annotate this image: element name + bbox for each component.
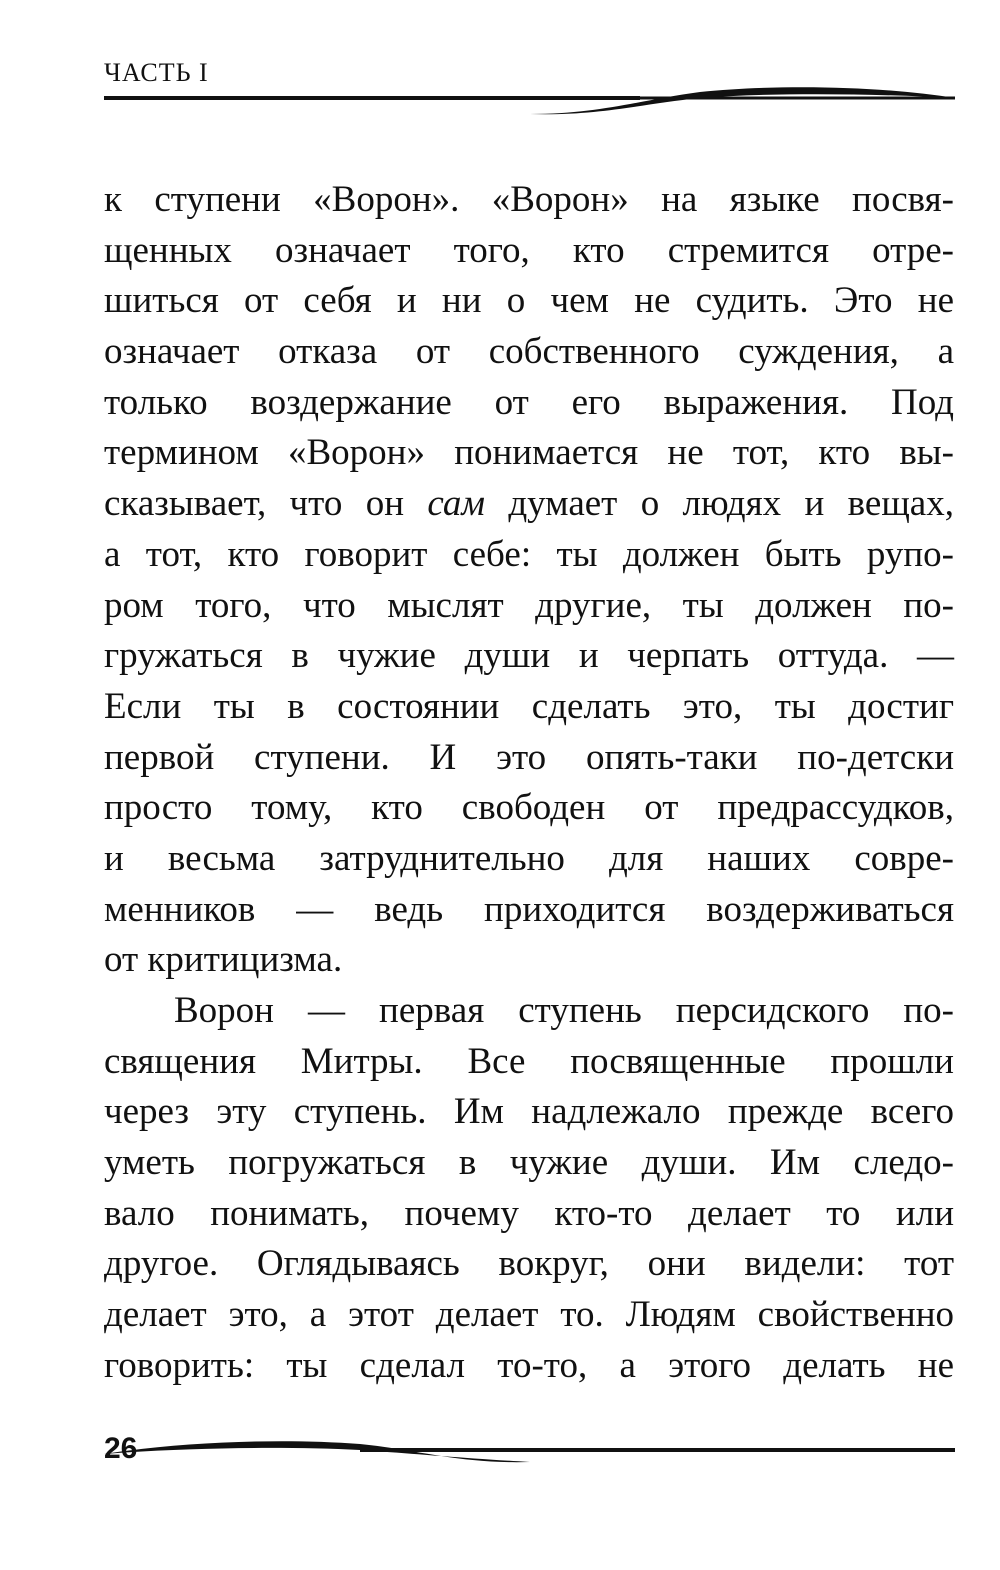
text-line: Если ты в состоянии сделать это, ты достиг [104,685,954,727]
text-line: ром того, что мыслят другие, ты должен по- [104,584,954,626]
text-line: священия Митры. Все посвященные прошли [104,1040,954,1082]
text-line: сказывает, что он сам думает о людях и вещах, [104,483,954,525]
header-ornament-rule [0,78,1000,128]
body-text [104,175,954,1392]
text-line: к ступени «Ворон». «Ворон» на языке посвя- [104,179,954,220]
text-line: вало понимать, почему кто-то делает то или [104,1192,954,1234]
text-line: уметь погружаться в чужие души. Им следо- [104,1142,954,1184]
footer-ornament-rule [0,1428,1000,1478]
text-line: говорить: ты сделал то-то, а этого делать не [104,1344,954,1386]
text-line: гружаться в чужие души и черпать оттуда. — [104,635,954,677]
paragraph-first-line: Ворон — первая ступень персидского по- [174,990,954,1031]
text-line: менников — ведь приходится воздерживаться [104,888,954,930]
text-line: термином «Ворон» понимается не тот, кто вы- [104,432,954,474]
text-line: и весьма затруднительно для наших совре- [104,837,954,879]
text-line: первой ступени. И это опять-таки по-детски [104,736,954,778]
text-line: шиться от себя и ни о чем не судить. Это не [104,280,954,322]
text-line: делает это, а этот делает то. Людям свойственно [104,1294,954,1336]
text-line: другое. Оглядываясь вокруг, они видели: тот [104,1243,954,1285]
text-line: от критицизма. [104,939,343,981]
text-line: просто тому, кто свободен от предрассудков, [104,787,954,829]
text-line: только воздержание от его выражения. Под [104,381,954,423]
page-number: 26 [104,1432,138,1465]
text-line: через эту ступень. Им надлежало прежде всего [104,1091,954,1133]
running-header: ЧАСТЬ I [104,58,209,87]
text-line: означает отказа от собственного суждения, а [104,331,954,373]
text-line: щенных означает того, кто стремится отре- [104,229,954,271]
text-line: а тот, кто говорит себе: ты должен быть рупо- [104,533,954,575]
